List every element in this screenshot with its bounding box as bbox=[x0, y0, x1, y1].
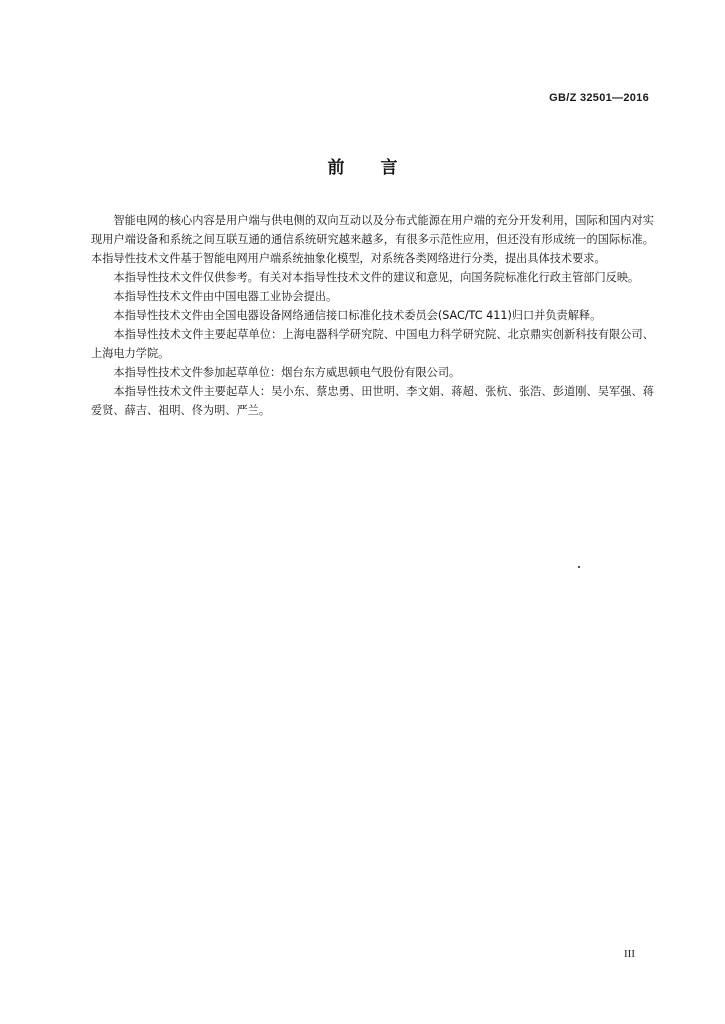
paragraph-main-drafters: 本指导性技术文件主要起草人：吴小东、蔡忠勇、田世明、李文娟、蒋超、张杭、张浩、彭道刚、吴军强、蒋爱贤、薛吉、祖明、佟为明、严兰。 bbox=[91, 385, 654, 417]
standard-number: GB/Z 32501—2016 bbox=[549, 92, 649, 104]
paragraph-proposer: 本指导性技术文件由中国电器工业协会提出。 bbox=[113, 290, 338, 303]
paragraph-participating-units: 本指导性技术文件参加起草单位：烟台东方威思顿电气股份有限公司。 bbox=[113, 366, 461, 379]
paragraph-committee: 本指导性技术文件由全国电器设备网络通信接口标准化技术委员会(SAC/TC 411)归口并负责解释。 bbox=[113, 309, 602, 322]
paragraph-main-drafting-units: 本指导性技术文件主要起草单位：上海电器科学研究院、中国电力科学研究院、北京鼎实创新科技有限公司、上海电力学院。 bbox=[91, 328, 654, 360]
foreword-body bbox=[91, 211, 654, 420]
section-title-foreword: 前言 bbox=[327, 158, 434, 178]
scan-speck bbox=[578, 566, 580, 568]
paragraph-background: 智能电网的核心内容是用户端与供电侧的双向互动以及分布式能源在用户端的充分开发利用，国际和国内对实现用户端设备和系统之间互联互通的通信系统研究越来越多，有很多示范性应用，但还没有形成统一的国际标准。本指导性技术文件基于智能电网用户端系统抽象化模型，对系统各类网络进行分类，提出具体技术要求。 bbox=[91, 214, 654, 265]
page-number: III bbox=[624, 948, 635, 960]
paragraph-feedback: 本指导性技术文件仅供参考。有关对本指导性技术文件的建议和意见，向国务院标准化行政主管部门反映。 bbox=[113, 271, 640, 284]
